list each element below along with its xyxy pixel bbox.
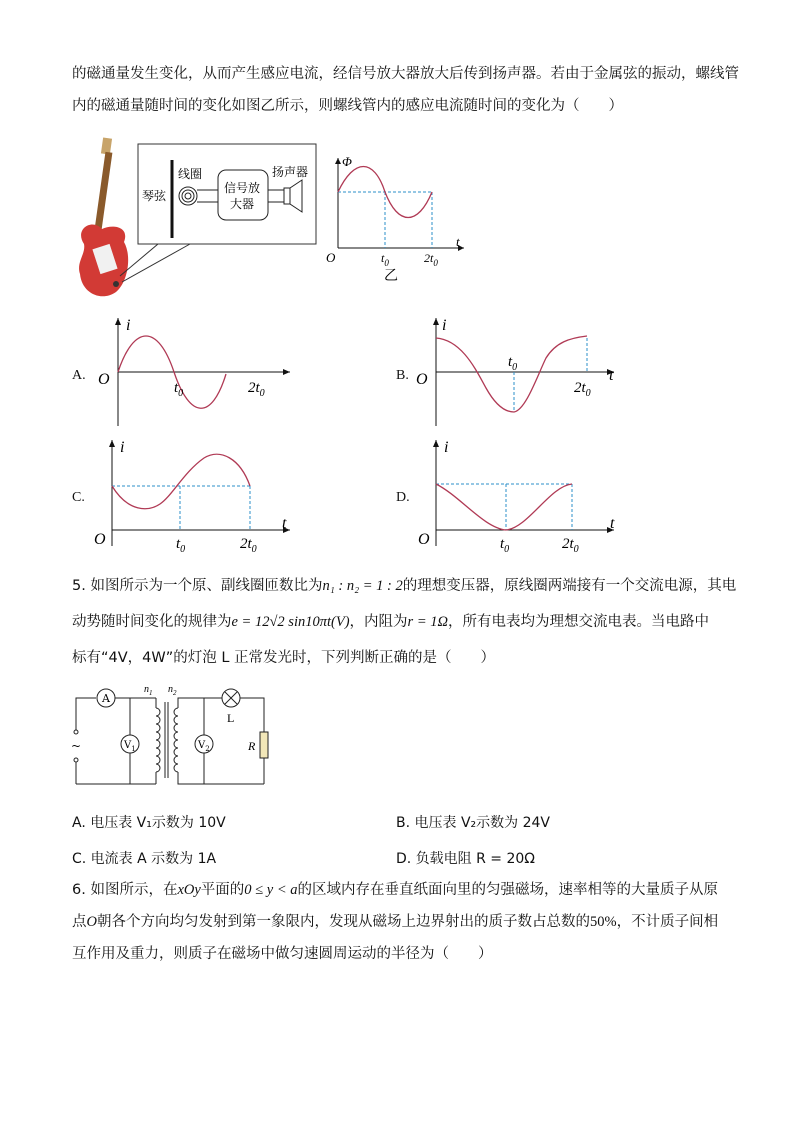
caption-yi: 乙: [384, 268, 398, 284]
option-d-graph[interactable]: [414, 436, 634, 554]
ac-source-label: ~: [71, 739, 82, 753]
n1-label: $n_1$: [144, 684, 153, 697]
c-tick-2t0: $2t_0$: [240, 536, 257, 555]
q5-text-line3: 标有“4V，4W”的灯泡 L 正常发光时，下列判断正确的是（ ）: [72, 650, 496, 666]
b-tick-t0: $t_0$: [508, 354, 518, 373]
q5-text-line1: 5. 如图所示为一个原、副线圈匝数比为n₁ : n₂ = 1 : 2的理想变压器，原线圈两端接有一个交流电源，其电: [72, 578, 737, 594]
b-origin-label: O: [416, 371, 428, 388]
guitar-image: [79, 138, 128, 297]
c-t-label: t: [282, 515, 287, 532]
figure-yi-graph: [326, 150, 476, 285]
option-a-label[interactable]: A.: [72, 368, 86, 383]
a-origin-label: O: [98, 371, 110, 388]
ammeter-label: A: [102, 692, 110, 705]
transformer-circuit: [68, 680, 288, 792]
c-origin-label: O: [94, 531, 106, 548]
tick-2t0: $2t_0$: [424, 251, 438, 268]
option-c-label[interactable]: C.: [72, 490, 85, 505]
label-amp-2: 大器: [230, 197, 255, 211]
d-origin-label: O: [418, 531, 430, 548]
label-amp-1: 信号放: [224, 181, 261, 195]
d-tick-2t0: $2t_0$: [562, 536, 579, 555]
b-tick-2t0: $2t_0$: [574, 380, 591, 399]
q5-option-b[interactable]: B. 电压表 V₂示数为 24V: [396, 815, 550, 831]
q5-option-d[interactable]: D. 负载电阻 R = 20Ω: [396, 851, 536, 867]
label-coil: 线圈: [178, 167, 203, 181]
q6-text-line1: 6. 如图所示，在xOy平面的0 ≤ y < a的区域内存在垂直纸面向里的匀强磁场，速率相等的大量质子从原: [72, 882, 718, 898]
origin-label: O: [326, 250, 336, 265]
resistor-label: R: [248, 739, 256, 753]
b-i-label: i: [442, 317, 447, 334]
figure-jia: [72, 134, 322, 304]
n2-label: $n_2$: [168, 684, 177, 697]
q6-text-line2: 点O朝各个方向均匀发射到第一象限内，发现从磁场上边界射出的质子数占总数的50%，不计质子间相: [72, 914, 719, 930]
b-t-label: t: [609, 367, 614, 384]
c-tick-t0: $t_0$: [176, 536, 186, 555]
q6-text-line3: 互作用及重力，则质子在磁场中做匀速圆周运动的半径为（ ）: [72, 946, 493, 962]
option-c-graph[interactable]: [92, 436, 302, 554]
q4-text-line2: 内的磁通量随时间的变化如图乙所示，则螺线管内的感应电流随时间的变化为（ ）: [72, 98, 623, 114]
tick-t0: $t_0$: [381, 251, 389, 268]
q5-option-c[interactable]: C. 电流表 A 示数为 1A: [72, 851, 217, 867]
option-b-graph[interactable]: [414, 314, 634, 429]
q4-text-line1: 的磁通量发生变化，从而产生感应电流，经信号放大器放大后传到扬声器。若由于金属弦的振动，螺线管: [72, 66, 739, 82]
a-i-label: i: [126, 317, 131, 334]
q5-option-a[interactable]: A. 电压表 V₁示数为 10V: [72, 815, 226, 831]
t-label: t: [456, 234, 460, 249]
d-tick-t0: $t_0$: [500, 536, 510, 555]
primary-coil-icon: [156, 708, 160, 772]
v1-label: $V_1$: [124, 740, 136, 753]
secondary-coil-icon: [174, 708, 178, 772]
resistor-icon: [260, 732, 268, 758]
option-b-label[interactable]: B.: [396, 368, 409, 383]
a-tick-2t0: $2t_0$: [248, 380, 265, 399]
label-string: 琴弦: [142, 189, 167, 203]
option-d-label[interactable]: D.: [396, 490, 410, 505]
phi-label: Φ: [342, 154, 352, 169]
option-a-graph[interactable]: [92, 314, 302, 429]
d-t-label: t: [610, 515, 615, 532]
d-i-label: i: [444, 439, 449, 456]
a-tick-t0: $t_0$: [174, 380, 184, 399]
lamp-label: L: [227, 711, 235, 725]
c-i-label: i: [120, 439, 125, 456]
q5-text-line2: 动势随时间变化的规律为e = 12√2 sin10πt(V)，内阻为r = 1Ω，所有电表均为理想交流电表。当电路中: [72, 614, 709, 630]
v2-label: $V_2$: [198, 740, 210, 753]
label-speaker: 扬声器: [272, 165, 309, 179]
